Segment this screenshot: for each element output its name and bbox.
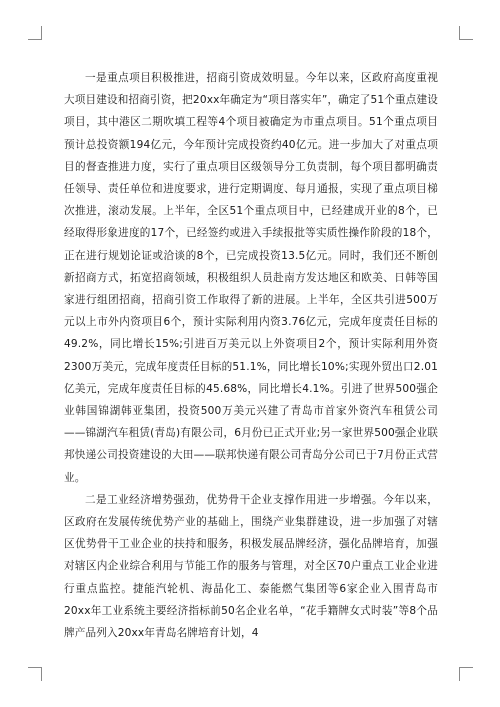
crop-mark-top-left <box>28 39 42 40</box>
crop-mark-top-left <box>41 26 42 40</box>
crop-mark-top-right <box>459 39 473 40</box>
document-body <box>64 67 438 644</box>
crop-mark-bottom-right <box>459 667 460 681</box>
crop-mark-bottom-left <box>41 667 42 681</box>
crop-mark-top-right <box>459 26 460 40</box>
crop-mark-bottom-left <box>28 667 42 668</box>
crop-mark-bottom-right <box>459 667 473 668</box>
paragraph-key-projects: 一是重点项目积极推进，招商引资成效明显。今年以来，区政府高度重视大项目建设和招商引资，把20xx年确定为“项目落实年”，确定了51个重点建设项目，其中港区二期吹填工程等4个项目被确定为市重点项目。51个重点项目预计总投资额194亿元，今年预计完成投资约40亿元。进一步加大了对重点项目的督查推进力度，实行了重点项目区级领导分工负责制，每个项目都明确责任领导、责任单位和进度要求，进行定期调度、每月通报，实现了重点项目梯次推进，滚动发展。上半年，全区51个重点项目中，已经建成开业的8个，已经取得形象进度的17个，已经签约或进入手续报批等实质性操作阶段的18个，正在进行规划论证或洽谈的8个，已完成投资13.5亿元。同时，我们还不断创新招商方式，拓宽招商领域，积极组织人员赴南方发达地区和欧美、日韩等国家进行组团招商，招商引资工作取得了新的进展。上半年，全区共引进500万元以上市外内资项目6个，预计实际利用内资3.76亿元，完成年度责任目标的49.2%，同比增长15%;引进百万美元以上外资项目2个，预计实际利用外资2300万美元，完成年度责任目标的51.1%，同比增长10%;实现外贸出口2.01亿美元，完成年度责任目标的45.68%，同比增长4.1%。引进了世界500强企业韩国锦湖韩亚集团，投资500万美元兴建了青岛市首家外资汽车租赁公司——锦湖汽车租赁(青岛)有限公司，6月份已正式开业;另一家世界500强企业联邦快递公司投资建设的大田——联邦快递有限公司青岛分公司已于7月份正式营业。 <box>64 72 438 484</box>
paragraph-industrial-economy: 二是工业经济增势强劲，优势骨干企业支撑作用进一步增强。今年以来，区政府在发展传统优势产业的基础上，围绕产业集群建设，进一步加强了对辖区优势骨干工业企业的扶持和服务，积极发展品牌经济，强化品牌培育，加强对辖区内企业综合利用与节能工作的服务与管理，对全区70户重点工业企业进行重点监控。捷能汽轮机、海晶化工、泰能燃气集团等6家企业入围青岛市20xx年工业系统主要经济指标前50名企业名单，“花手籍牌女式时装”等8个品牌产品列入20xx年青岛名牌培育计划，4 <box>64 493 438 640</box>
